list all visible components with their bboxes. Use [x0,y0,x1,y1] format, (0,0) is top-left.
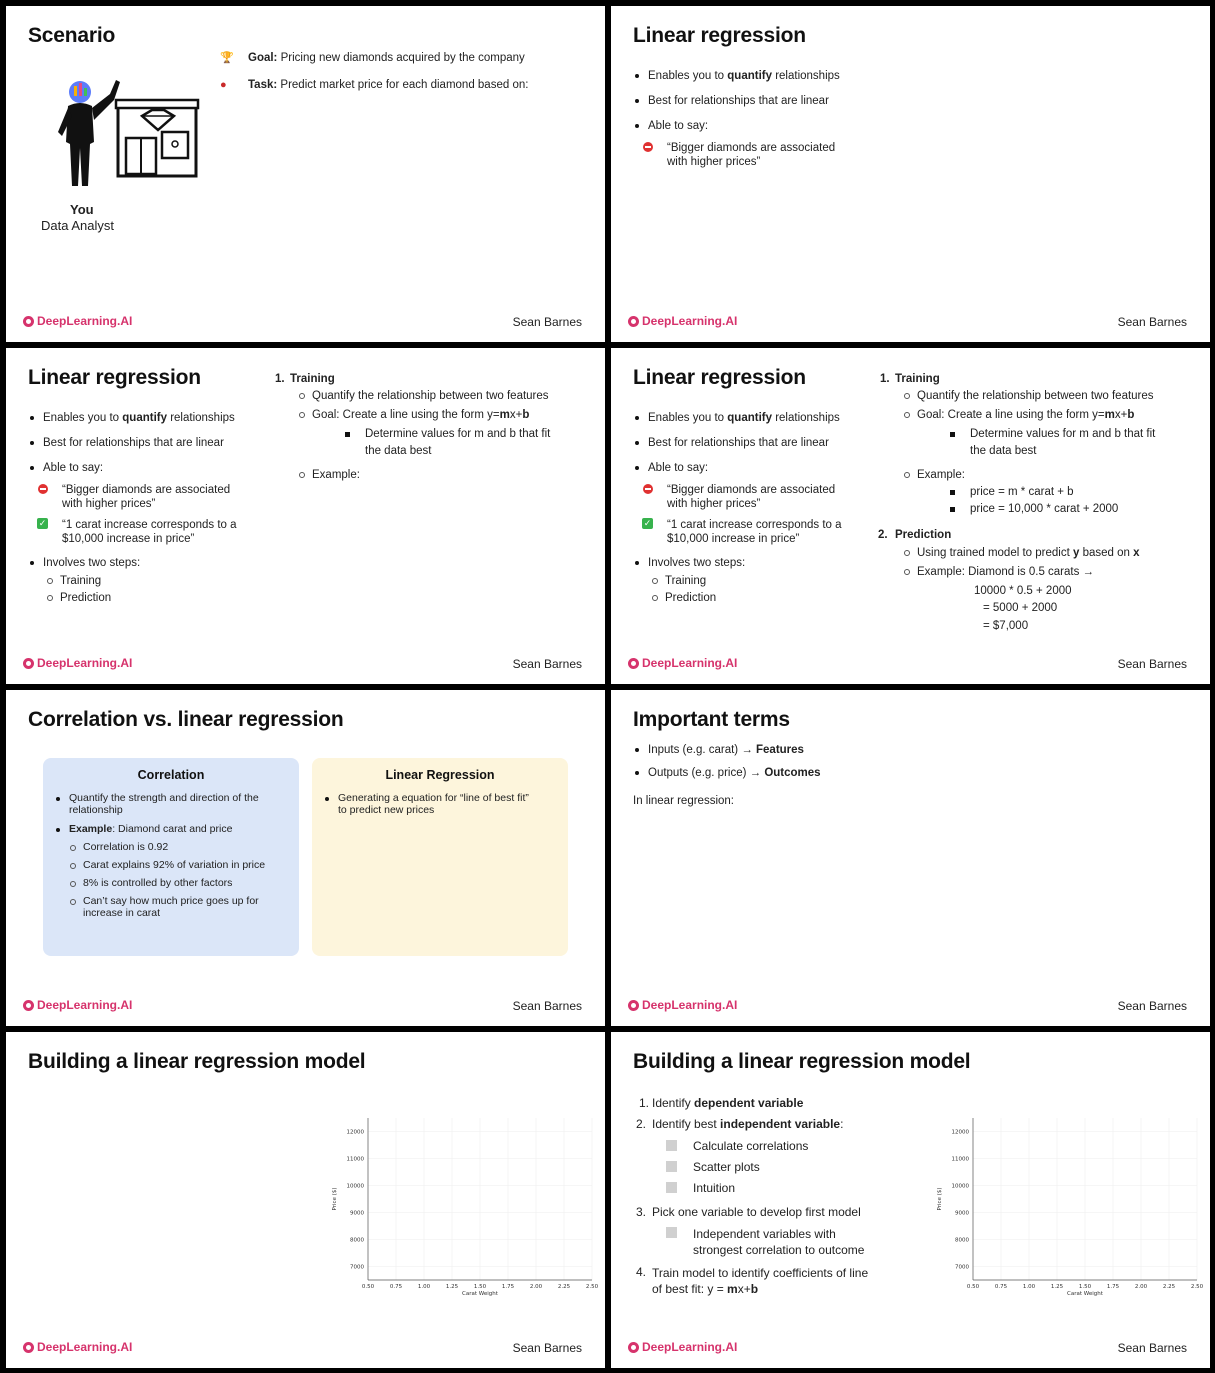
slide-linear-regression-1 [611,6,1210,342]
logo-icon [628,316,639,327]
example-formula-1: price = m * carat + b [948,484,1074,501]
term-outputs: Outputs (e.g. price) → Outcomes [634,766,821,780]
x-tick-label: 1.00 [417,1284,431,1290]
brand-logo: DeepLearning.AI [23,1340,132,1354]
slide-title: Building a linear regression model [28,1050,366,1073]
bullet-quantify: Enables you to quantify relationships [634,411,840,425]
prediction-num: 2. [878,529,888,541]
slide-title: Correlation vs. linear regression [28,708,344,731]
in-linear-regression: In linear regression: [633,795,734,807]
slide-title: Scenario [28,24,116,47]
no-entry-icon [643,142,653,152]
x-axis-label: Carat Weight [1067,1291,1103,1297]
training-heading: Training [895,373,940,385]
y-tick-label: 7000 [955,1264,969,1271]
slide-building-model-2 [611,1032,1210,1368]
quote-bigger: “Bigger diamonds are associated with higher prices” [667,484,836,510]
author-name: Sean Barnes [1117,315,1187,329]
role-label: Data Analyst [41,218,114,233]
x-tick-label: 1.25 [1050,1284,1064,1290]
y-tick-label: 11000 [951,1156,969,1163]
price-carat-chart [931,1110,1204,1300]
checkbox-icon [666,1182,677,1193]
step-3: Pick one variable to develop first model [652,1205,861,1219]
trophy-icon: 🏆 [220,52,234,64]
sub-independent: Independent variables with strongest correlation to outcome [693,1227,865,1257]
check-icon: ✓ [38,518,47,528]
y-tick-label: 12000 [951,1129,969,1136]
slide-title: Linear regression [28,366,201,389]
x-tick-label: 0.50 [966,1284,980,1290]
step-prediction: Prediction [651,591,716,605]
logo-icon [628,658,639,669]
logo-icon [628,1000,639,1011]
x-tick-label: 2.00 [1134,1284,1148,1290]
x-tick-label: 1.75 [1106,1284,1120,1290]
slide-correlation-vs-lr [6,690,605,1026]
brand-logo: DeepLearning.AI [23,998,132,1012]
slide-building-model-1 [6,1032,605,1368]
x-tick-label: 2.25 [1162,1284,1176,1290]
x-tick-label: 0.50 [361,1284,375,1290]
training-num: 1. [275,373,285,385]
example-label: Example: [298,468,360,482]
determine-values: Determine values for m and b that fit the data best [343,426,550,460]
bullet-linear: Best for relationships that are linear [634,94,829,108]
step-2: Identify best independent variable: [652,1117,844,1131]
example-formula-2: price = 10,000 * carat + 2000 [948,501,1118,518]
x-tick-label: 1.75 [501,1284,515,1290]
training-num: 1. [880,373,890,385]
slide-title: Important terms [633,708,790,731]
bullet-quantify: Enables you to quantify relationships [634,69,840,83]
step-4: Train model to identify coefficients of line of best fit: y = mx+b [652,1266,869,1296]
corr-sub-4: Can’t say how much price goes up for increase in carat [69,895,259,919]
x-tick-label: 0.75 [994,1284,1008,1290]
x-tick-label: 1.25 [445,1284,459,1290]
checkbox-icon [666,1161,677,1172]
bullet-two-steps: Involves two steps: [29,556,140,570]
training-goal: Goal: Create a line using the form y=mx+b [903,408,1134,422]
brand-logo: DeepLearning.AI [628,998,737,1012]
checkbox-icon [666,1227,677,1238]
y-tick-label: 10000 [346,1183,364,1190]
calc-line-1: 10000 * 0.5 + 2000 [974,585,1072,597]
brand-logo: DeepLearning.AI [628,314,737,328]
quote-bigger: “Bigger diamonds are associated with higher prices” [667,142,836,168]
brand-logo: DeepLearning.AI [628,656,737,670]
x-tick-label: 2.50 [585,1284,599,1290]
slide-important-terms [611,690,1210,1026]
lr-bullet: Generating a equation for “line of best fit” to predict new prices [324,792,529,816]
quote-carat: “1 carat increase corresponds to a $10,000 increase in price” [62,519,237,545]
lr-title: Linear Regression [385,768,495,782]
logo-icon [23,316,34,327]
y-tick-label: 8000 [350,1237,364,1244]
determine-values: Determine values for m and b that fit the data best [948,426,1155,460]
logo-icon [628,1342,639,1353]
x-tick-label: 1.50 [473,1284,487,1290]
y-tick-label: 12000 [346,1129,364,1136]
linear-regression-box [312,758,568,956]
y-tick-label: 10000 [951,1183,969,1190]
slide-title: Linear regression [633,366,806,389]
step-3-num: 3. [636,1205,647,1219]
y-tick-label: 9000 [955,1210,969,1217]
bullet-able: Able to say: [634,119,708,133]
bullet-able: Able to say: [29,461,103,475]
author-name: Sean Barnes [1117,999,1187,1013]
step-prediction: Prediction [46,591,111,605]
calc-line-3: = $7,000 [983,620,1029,632]
calc-line-2: = 5000 + 2000 [983,602,1058,614]
quote-bigger: “Bigger diamonds are associated with higher prices” [62,484,231,510]
bullet-linear: Best for relationships that are linear [634,436,829,450]
step-training: Training [651,574,706,588]
x-tick-label: 1.00 [1022,1284,1036,1290]
corr-bullet-quantify: Quantify the strength and direction of the relationship [55,792,259,816]
corr-sub-2: Carat explains 92% of variation in price [69,859,265,871]
brand-logo: DeepLearning.AI [23,656,132,670]
step-2-num: 2. [636,1117,647,1131]
bullet-two-steps: Involves two steps: [634,556,745,570]
example-label: Example: [903,468,965,482]
sub-intuition: Intuition [693,1181,736,1195]
y-axis-label: Price ($) [937,1187,943,1211]
x-tick-label: 2.50 [1190,1284,1204,1290]
y-tick-label: 9000 [350,1210,364,1217]
bullet-able: Able to say: [634,461,708,475]
bullet-linear: Best for relationships that are linear [29,436,224,450]
prediction-heading: Prediction [895,529,952,541]
prediction-using: Using trained model to predict y based on x [903,546,1140,560]
slide-linear-regression-2 [6,348,605,684]
author-name: Sean Barnes [1117,657,1187,671]
corr-bullet-example: Example: Diamond carat and price [55,823,232,835]
quote-carat: “1 carat increase corresponds to a $10,000 increase in price” [667,519,842,545]
step-1-num: 1. [639,1096,650,1110]
price-carat-chart [326,1110,599,1300]
you-label: You [70,202,94,217]
x-tick-label: 2.25 [557,1284,571,1290]
prediction-example: Example: Diamond is 0.5 carats → [903,565,1094,579]
logo-icon [23,1342,34,1353]
term-inputs: Inputs (e.g. carat) → Features [634,743,804,757]
author-name: Sean Barnes [512,1341,582,1355]
corr-sub-1: Correlation is 0.92 [69,841,168,853]
no-entry-icon [38,484,48,494]
sub-correlations: Calculate correlations [693,1139,809,1153]
y-tick-label: 8000 [955,1237,969,1244]
brand-logo: DeepLearning.AI [23,314,132,328]
author-name: Sean Barnes [512,999,582,1013]
author-name: Sean Barnes [1117,1341,1187,1355]
bomb-icon: ● [220,79,227,91]
checkbox-icon [666,1140,677,1151]
x-tick-label: 2.00 [529,1284,543,1290]
x-tick-label: 0.75 [389,1284,403,1290]
y-tick-label: 11000 [346,1156,364,1163]
y-tick-label: 7000 [350,1264,364,1271]
x-tick-label: 1.50 [1078,1284,1092,1290]
step-training: Training [46,574,101,588]
logo-icon [23,658,34,669]
training-goal: Goal: Create a line using the form y=mx+b [298,408,529,422]
x-axis-label: Carat Weight [462,1291,498,1297]
author-name: Sean Barnes [512,657,582,671]
corr-sub-3: 8% is controlled by other factors [69,877,232,889]
bullet-quantify: Enables you to quantify relationships [29,411,235,425]
author-name: Sean Barnes [512,315,582,329]
step-4-num: 4. [636,1265,647,1279]
goal-line: Goal: Pricing new diamonds acquired by the company [248,52,525,64]
data-analyst-illustration [50,72,200,192]
training-quantify: Quantify the relationship between two features [298,389,549,403]
logo-icon [23,1000,34,1011]
check-icon: ✓ [643,518,652,528]
no-entry-icon [643,484,653,494]
training-heading: Training [290,373,335,385]
correlation-title: Correlation [137,768,205,782]
sub-scatter: Scatter plots [693,1160,760,1174]
slide-title: Building a linear regression model [633,1050,971,1073]
brand-logo: DeepLearning.AI [628,1340,737,1354]
step-1: Identify dependent variable [652,1096,804,1110]
training-quantify: Quantify the relationship between two features [903,389,1154,403]
slide-title: Linear regression [633,24,806,47]
slide-linear-regression-3 [611,348,1210,684]
slide-scenario [6,6,605,342]
y-axis-label: Price ($) [332,1187,338,1211]
task-line: Task: Predict market price for each diamond based on: [248,79,529,91]
correlation-box [43,758,299,956]
